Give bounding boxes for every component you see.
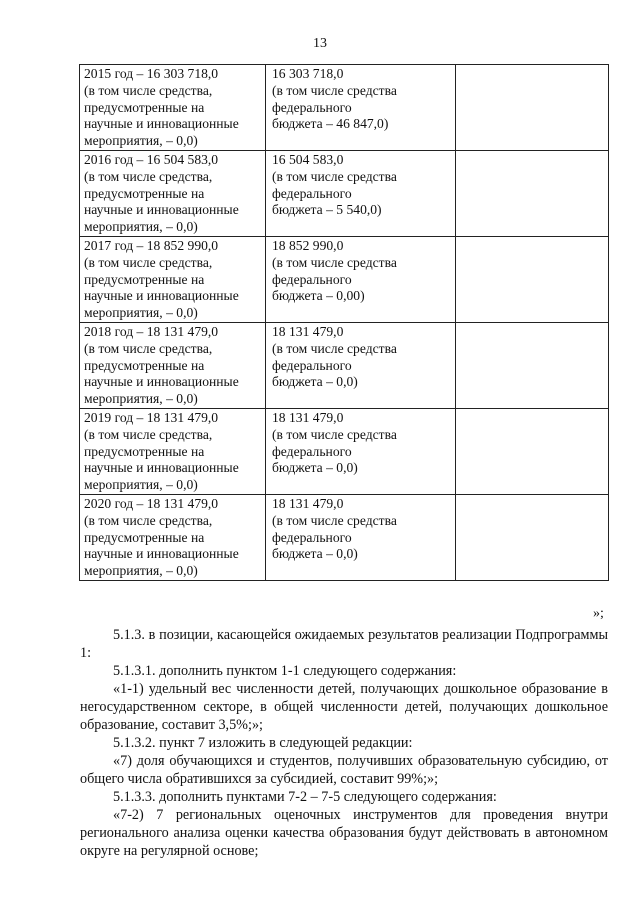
cell-line: (в том числе средства, [84, 168, 213, 184]
cell-line: 16 303 718,0 [272, 66, 344, 81]
cell-line: бюджета – 0,0) [272, 546, 358, 562]
document-body [80, 626, 608, 860]
cell-line: мероприятия, – 0,0) [84, 133, 198, 149]
cell-line: 2015 год – 16 303 718,0 [84, 66, 219, 81]
cell-line: 18 131 479,0 [272, 409, 344, 425]
cell-line: федерального [272, 443, 352, 459]
cell-line: (в том числе средства, [84, 426, 213, 442]
cell-line: (в том числе средства, [84, 82, 213, 98]
cell-line: (в том числе средства [272, 340, 397, 356]
cell-line: предусмотренные на [84, 185, 205, 201]
cell-line: (в том числе средства [272, 512, 397, 528]
cell-line: мероприятия, – 0,0) [84, 477, 198, 493]
cell-line: (в том числе средства [272, 82, 397, 98]
cell-line: предусмотренные на [84, 357, 205, 373]
closing-quote: »; [593, 606, 604, 621]
cell-line: мероприятия, – 0,0) [84, 219, 198, 235]
funding-table [79, 64, 609, 581]
cell-line: 18 131 479,0 [272, 323, 344, 339]
cell-line: бюджета – 0,0) [272, 460, 358, 476]
cell-line: научные и инновационные [84, 460, 239, 476]
year-total-cell [80, 494, 266, 580]
paragraph-5-1-3-3: 5.1.3.3. дополнить пунктами 7-2 – 7-5 следующего содержания: [113, 789, 497, 805]
cell-line: (в том числе средства [272, 168, 397, 184]
empty-cell [456, 150, 609, 236]
paragraph-item-7-2: «7-2) 7 региональных оценочных инструментов для проведения внутри регионального анализа оценки качества образования будут действовать в автономном округе на регулярной основе; [80, 807, 608, 859]
empty-cell [456, 322, 609, 408]
cell-line: бюджета – 0,00) [272, 288, 365, 304]
cell-line: федерального [272, 185, 352, 201]
cell-line: бюджета – 46 847,0) [272, 116, 389, 132]
table-row [80, 322, 609, 408]
federal-budget-cell [266, 322, 456, 408]
paragraph-item-7: «7) доля обучающихся и студентов, получивших образовательную субсидию, от общего числа обратившихся за субсидией, составит 99%;»; [80, 753, 608, 787]
cell-line: 2020 год – 18 131 479,0 [84, 495, 219, 511]
cell-line: 2019 год – 18 131 479,0 [84, 409, 219, 425]
cell-line: мероприятия, – 0,0) [84, 563, 198, 579]
table-row [80, 408, 609, 494]
cell-line: (в том числе средства [272, 254, 397, 270]
year-total-cell [80, 236, 266, 322]
federal-budget-cell [266, 494, 456, 580]
cell-line: 2016 год – 16 504 583,0 [84, 151, 219, 167]
year-total-cell [80, 322, 266, 408]
cell-line: (в том числе средства, [84, 254, 213, 270]
cell-line: мероприятия, – 0,0) [84, 391, 198, 407]
cell-line: (в том числе средства [272, 426, 397, 442]
cell-line: предусмотренные на [84, 443, 205, 459]
paragraph-5-1-3: 5.1.3. в позиции, касающейся ожидаемых результатов реализации Подпрограммы 1: [80, 627, 608, 661]
cell-line: научные и инновационные [84, 288, 239, 304]
table-row [80, 65, 609, 151]
cell-line: 18 852 990,0 [272, 237, 344, 253]
cell-line: научные и инновационные [84, 202, 239, 218]
year-total-cell [80, 408, 266, 494]
federal-budget-cell [266, 150, 456, 236]
cell-line: предусмотренные на [84, 99, 205, 115]
page-number: 13 [313, 36, 327, 51]
empty-cell [456, 65, 609, 151]
table-row [80, 236, 609, 322]
cell-line: федерального [272, 529, 352, 545]
cell-line: федерального [272, 271, 352, 287]
cell-line: (в том числе средства, [84, 340, 213, 356]
cell-line: (в том числе средства, [84, 512, 213, 528]
cell-line: научные и инновационные [84, 374, 239, 390]
cell-line: федерального [272, 357, 352, 373]
federal-budget-cell [266, 236, 456, 322]
cell-line: научные и инновационные [84, 546, 239, 562]
cell-line: мероприятия, – 0,0) [84, 305, 198, 321]
cell-line: 2018 год – 18 131 479,0 [84, 323, 219, 339]
paragraph-item-1-1: «1-1) удельный вес численности детей, получающих дошкольное образование в негосударственном секторе, в общей численности детей, получающих дошкольное образование, составит 3,5%;»; [80, 681, 608, 733]
cell-line: предусмотренные на [84, 529, 205, 545]
cell-line: бюджета – 0,0) [272, 374, 358, 390]
cell-line: научные и инновационные [84, 116, 239, 132]
table-row [80, 494, 609, 580]
table-row [80, 150, 609, 236]
empty-cell [456, 408, 609, 494]
federal-budget-cell [266, 408, 456, 494]
cell-line: 16 504 583,0 [272, 151, 344, 167]
cell-line: 2017 год – 18 852 990,0 [84, 237, 219, 253]
cell-line: федерального [272, 99, 352, 115]
cell-line: 18 131 479,0 [272, 495, 344, 511]
empty-cell [456, 236, 609, 322]
paragraph-5-1-3-1: 5.1.3.1. дополнить пунктом 1-1 следующего содержания: [113, 663, 457, 679]
federal-budget-cell [266, 65, 456, 151]
empty-cell [456, 494, 609, 580]
year-total-cell [80, 150, 266, 236]
cell-line: бюджета – 5 540,0) [272, 202, 382, 218]
year-total-cell [80, 65, 266, 151]
cell-line: предусмотренные на [84, 271, 205, 287]
paragraph-5-1-3-2: 5.1.3.2. пункт 7 изложить в следующей редакции: [113, 735, 413, 751]
